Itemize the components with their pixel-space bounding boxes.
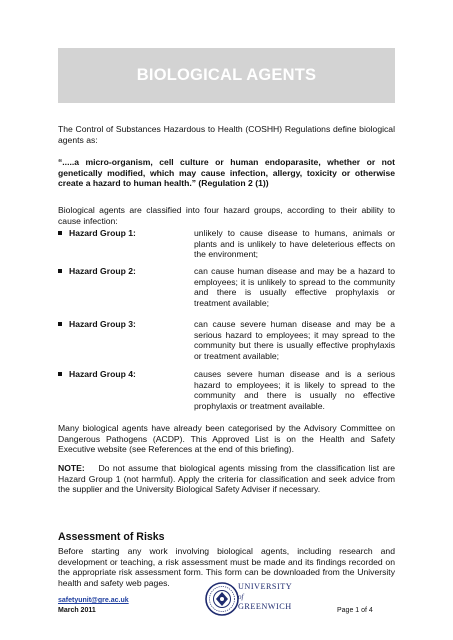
hazard-group-label: Hazard Group 1: [69, 228, 136, 238]
hazard-group-description: unlikely to cause disease to humans, animals or plants and is unlikely to have deleterious effects on the environment; [194, 228, 395, 260]
title-banner [58, 48, 395, 103]
intro-paragraph: The Control of Substances Hazardous to Health (COSHH) Regulations define biological agents as: [58, 124, 395, 145]
bullet-icon [58, 372, 62, 376]
university-logo-wordmark [238, 582, 292, 612]
hazard-group-label: Hazard Group 2: [69, 266, 136, 276]
footer-page-number: Page 1 of 4 [337, 607, 373, 614]
hazard-group-description: can cause severe human disease and may be a serious hazard to employees; it may spread to the community but there is usually effective prophylaxis or treatment available; [194, 319, 395, 361]
note-label: NOTE: [58, 463, 85, 473]
footer-date: March 2011 [58, 607, 96, 614]
hazard-group-description: can cause human disease and may be a hazard to employees; it is unlikely to spread to the community and there is usually effective prophylaxis or treatment available; [194, 266, 395, 308]
hazard-group-description: causes severe human disease and is a serious hazard to employees; it is likely to spread to the community and there is usually no effective prophylaxis or treatment available. [194, 369, 395, 411]
acdp-paragraph: Many biological agents have already been categorised by the Advisory Committee on Dangerous Pathogens (ACDP). This Approved List is on the Health and Safety Executive website (see References at the end of this briefing). [58, 423, 395, 455]
classification-paragraph: Biological agents are classified into four hazard groups, according to their ability to cause infection: [58, 205, 395, 226]
logo-line-3: GREENWICH [238, 602, 292, 611]
note-paragraph [58, 463, 395, 495]
bullet-icon [58, 269, 62, 273]
definition-quote: “.....a micro-organism, cell culture or human endoparasite, whether or not genetically modified, which may cause infection, allergy, toxicity or otherwise create a hazard to human health.” (Regulation 2 (1)) [58, 157, 395, 189]
hazard-group-label: Hazard Group 4: [69, 369, 136, 379]
logo-line-2: of [238, 593, 244, 601]
hazard-group-label: Hazard Group 3: [69, 319, 136, 329]
note-text: Do not assume that biological agents missing from the classification list are Hazard Group 1 (not harmful). Apply the criteria for classification and seek advice from the supplier and the University Biological Safety Adviser if necessary. [58, 463, 395, 495]
bullet-icon [58, 322, 62, 326]
footer-email-link[interactable]: safetyunit@gre.ac.uk [58, 597, 129, 604]
logo-line-1: UNIVERSITY [238, 582, 293, 591]
assessment-paragraph: Before starting any work involving biological agents, including research and development or teaching, a risk assessment must be made and its findings recorded on the appropriate risk assessment form. This form can be downloaded from the University health and safety web pages. [58, 546, 395, 588]
page-title: BIOLOGICAL AGENTS [136, 66, 317, 84]
bullet-icon [58, 231, 62, 235]
section-heading-assessment: Assessment of Risks [58, 531, 165, 543]
